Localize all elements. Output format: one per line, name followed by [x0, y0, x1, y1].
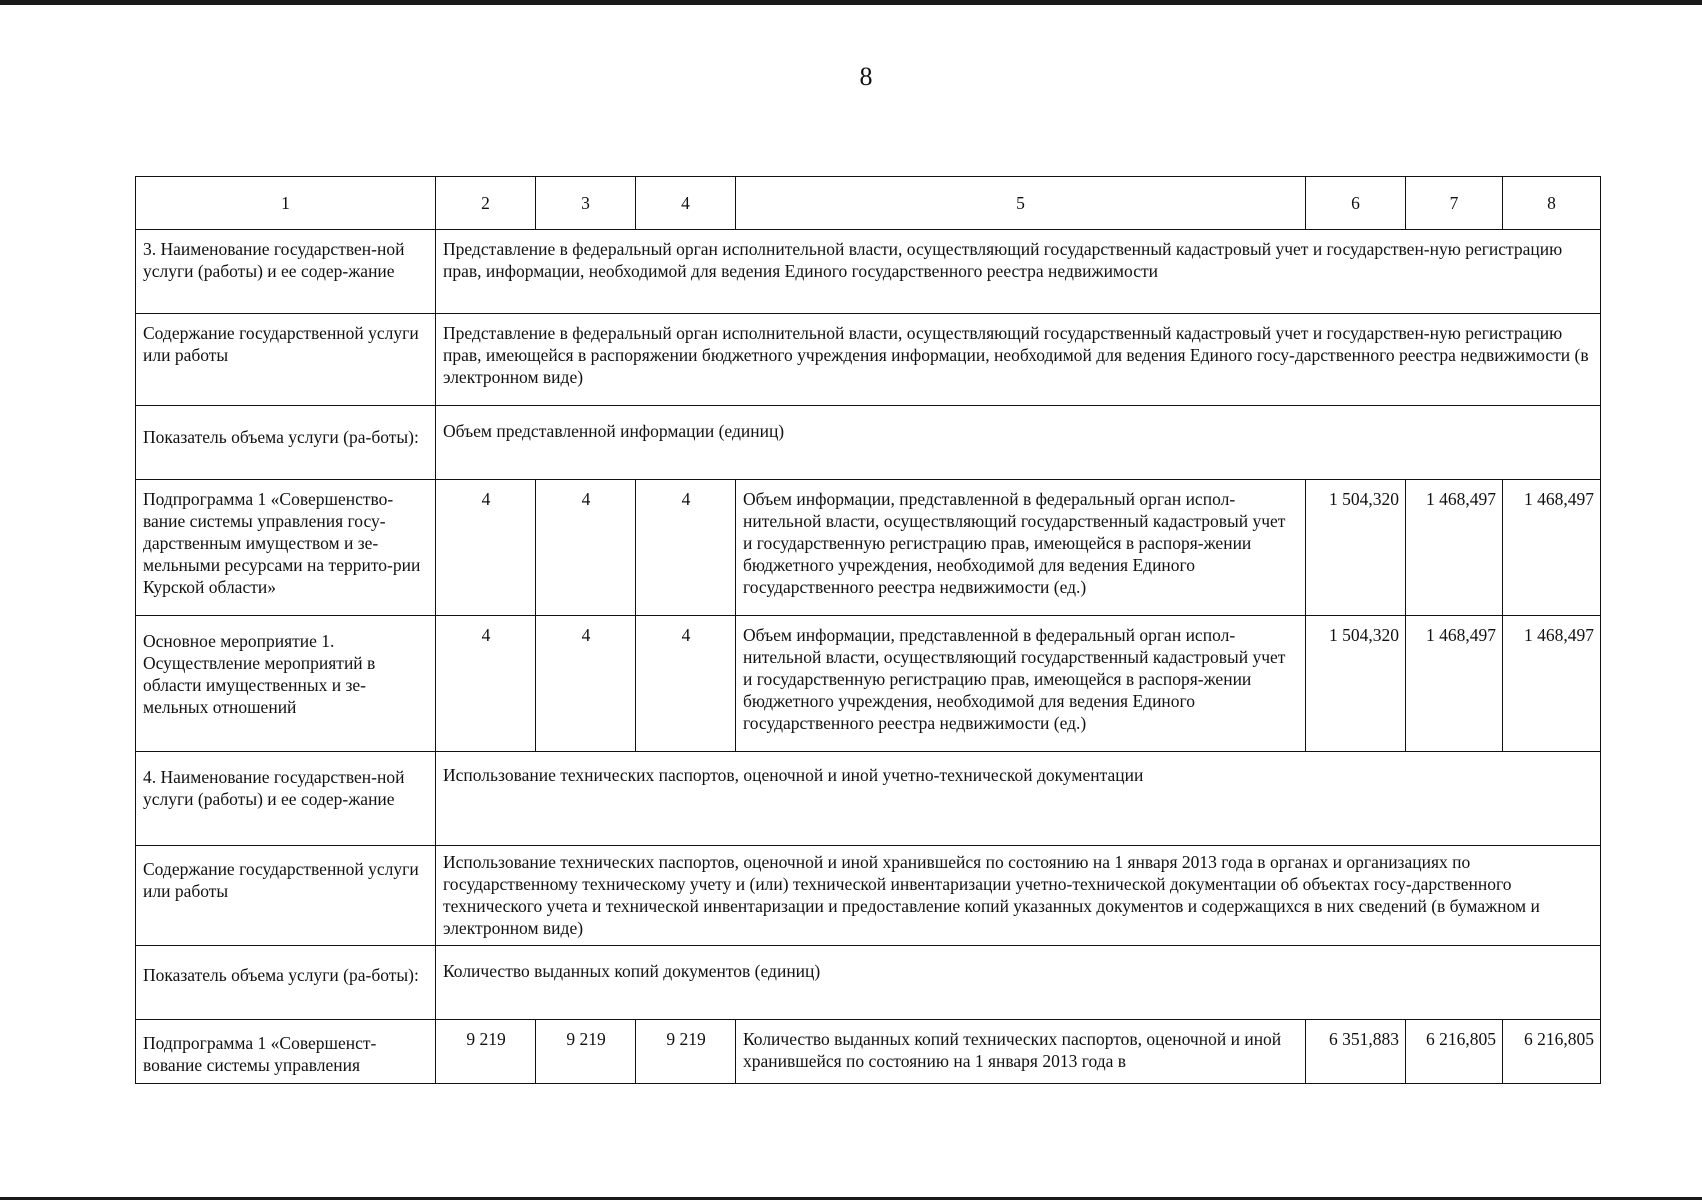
cell-col-4: 4	[636, 616, 736, 752]
row-label: Основное мероприятие 1. Осуществление мероприятий в области имущественных и зе-мельных отношений	[136, 616, 436, 752]
row-label: Подпрограмма 1 «Совершенство-вание системы управления госу-дарственным имуществом и зе-мельными ресурсами на террито-рии Курской области»	[136, 480, 436, 616]
cell-col-5: Объем информации, представленной в федеральный орган испол-нительной власти, осуществляющий государственный кадастровый учет и государственную регистрацию прав, имеющейся в распоря-жении бюджетного учреждения, необходимой для ведения Единого государственного реестра недвижимости (ед.)	[736, 616, 1306, 752]
cell-col-2: 9 219	[436, 1020, 536, 1084]
column-header-8: 8	[1503, 177, 1601, 230]
cell-col-3: 9 219	[536, 1020, 636, 1084]
table-row	[136, 230, 1601, 314]
table-row	[136, 752, 1601, 846]
table-row	[136, 1020, 1601, 1084]
cell-col-8: 1 468,497	[1503, 616, 1601, 752]
column-header-2: 2	[436, 177, 536, 230]
row-label: Содержание государственной услуги или работы	[136, 846, 436, 946]
column-header-3: 3	[536, 177, 636, 230]
cell-col-5: Объем информации, представленной в федеральный орган испол-нительной власти, осуществляющий государственный кадастровый учет и государственную регистрацию прав, имеющейся в распоря-жении бюджетного учреждения, необходимой для ведения Единого государственного реестра недвижимости (ед.)	[736, 480, 1306, 616]
cell-col-2: 4	[436, 616, 536, 752]
cell-col-5: Количество выданных копий технических паспортов, оценочной и иной хранившейся по состоянию на 1 января 2013 года в	[736, 1020, 1306, 1084]
row-label: 3. Наименование государствен-ной услуги (работы) и ее содер-жание	[136, 230, 436, 314]
scan-edge-top	[0, 0, 1702, 5]
data-table	[135, 176, 1601, 1084]
column-header-1: 1	[136, 177, 436, 230]
row-description: Использование технических паспортов, оценочной и иной учетно-технической документации	[436, 752, 1601, 846]
row-label: Содержание государственной услуги или работы	[136, 314, 436, 406]
cell-col-6: 6 351,883	[1306, 1020, 1406, 1084]
row-description: Представление в федеральный орган исполнительной власти, осуществляющий государственный кадастровый учет и государствен-ную регистрацию прав, информации, необходимой для ведения Единого государственного реестра недвижимости	[436, 230, 1601, 314]
table-row	[136, 616, 1601, 752]
cell-col-3: 4	[536, 480, 636, 616]
cell-col-4: 9 219	[636, 1020, 736, 1084]
cell-col-7: 1 468,497	[1406, 616, 1503, 752]
cell-col-4: 4	[636, 480, 736, 616]
table-row	[136, 406, 1601, 480]
row-description: Представление в федеральный орган исполнительной власти, осуществляющий государственный кадастровый учет и государствен-ную регистрацию прав, имеющейся в распоряжении бюджетного учреждения информации, необходимой для ведения Единого госу-дарственного реестра недвижимости (в электронном виде)	[436, 314, 1601, 406]
cell-col-2: 4	[436, 480, 536, 616]
table-row	[136, 946, 1601, 1020]
table-header-row	[136, 177, 1601, 230]
table-row	[136, 846, 1601, 946]
row-description: Количество выданных копий документов (единиц)	[436, 946, 1601, 1020]
cell-col-7: 6 216,805	[1406, 1020, 1503, 1084]
table-row	[136, 314, 1601, 406]
row-label: Показатель объема услуги (ра-боты):	[136, 406, 436, 480]
cell-col-6: 1 504,320	[1306, 480, 1406, 616]
row-label: Показатель объема услуги (ра-боты):	[136, 946, 436, 1020]
row-label: 4. Наименование государствен-ной услуги (работы) и ее содер-жание	[136, 752, 436, 846]
cell-col-3: 4	[536, 616, 636, 752]
cell-col-7: 1 468,497	[1406, 480, 1503, 616]
column-header-6: 6	[1306, 177, 1406, 230]
table-row	[136, 480, 1601, 616]
cell-col-6: 1 504,320	[1306, 616, 1406, 752]
row-description: Использование технических паспортов, оценочной и иной хранившейся по состоянию на 1 января 2013 года в органах и организациях по государственному техническому учету и (или) технической инвентаризации учетно-технической документации об объектах госу-дарственного технического учета и технической инвентаризации и предоставление копий указанных документов и содержащихся в них сведений (в бумажном и электронном виде)	[436, 846, 1601, 946]
column-header-7: 7	[1406, 177, 1503, 230]
column-header-4: 4	[636, 177, 736, 230]
row-label: Подпрограмма 1 «Совершенст-вование системы управления	[136, 1020, 436, 1084]
row-description: Объем представленной информации (единиц)	[436, 406, 1601, 480]
cell-col-8: 1 468,497	[1503, 480, 1601, 616]
column-header-5: 5	[736, 177, 1306, 230]
cell-col-8: 6 216,805	[1503, 1020, 1601, 1084]
page-number: 8	[859, 62, 873, 91]
